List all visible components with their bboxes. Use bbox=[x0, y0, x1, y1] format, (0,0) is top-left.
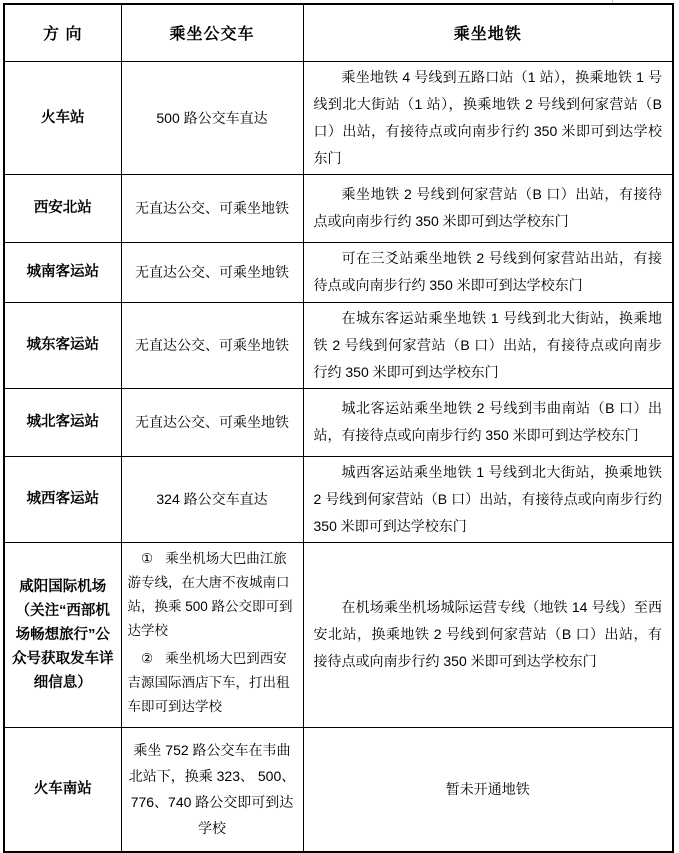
subway-paragraph: 城西客运站乘坐地铁 1 号线到北大街站，换乘地铁 2 号线到何家营站（B 口）出站，有接待点或向南步行约 350 米即可到达学校东门 bbox=[313, 463, 662, 534]
direction-label: 城北客运站 bbox=[4, 388, 121, 456]
subway-info bbox=[303, 456, 673, 542]
direction-label: 火车站 bbox=[4, 61, 121, 174]
bus-option-2 bbox=[128, 647, 297, 719]
table-row-xian-north-station bbox=[4, 174, 673, 242]
subway-info bbox=[303, 388, 673, 456]
circled-two-marker: ② bbox=[141, 650, 154, 666]
header-row bbox=[4, 4, 673, 61]
bus-option-text: 乘坐机场大巴到西安吉源国际酒店下车，打出租车即可到达学校 bbox=[127, 650, 290, 714]
table-row-west-bus-terminal bbox=[4, 456, 673, 542]
direction-label: 西安北站 bbox=[4, 174, 121, 242]
direction-label: 咸阳国际机场（关注“西部机场畅想旅行”公众号获取发车详细信息） bbox=[4, 542, 121, 727]
table-row-train-station bbox=[4, 61, 673, 174]
direction-label: 城西客运站 bbox=[4, 456, 121, 542]
bus-info: 500 路公交车直达 bbox=[121, 61, 303, 174]
subway-paragraph: 城北客运站乘坐地铁 2 号线到韦曲南站（B 口）出站，有接待点或向南步行约 350 米即可到达学校东门 bbox=[313, 400, 662, 443]
subway-paragraph: 在城东客运站乘坐地铁 1 号线到北大街站，换乘地铁 2 号线到何家营站（B 口）出站，有接待点或向南步行约 350 米即可到达学校东门 bbox=[313, 309, 662, 380]
subway-paragraph: 乘坐地铁 2 号线到何家营站（B 口）出站，有接待点或向南步行约 350 米即可到达学校东门 bbox=[313, 186, 662, 229]
subway-info bbox=[303, 242, 673, 302]
bus-info: 无直达公交、可乘坐地铁 bbox=[121, 174, 303, 242]
bus-info: 无直达公交、可乘坐地铁 bbox=[121, 388, 303, 456]
bus-option-1 bbox=[128, 547, 297, 643]
column-header-bus: 乘坐公交车 bbox=[121, 4, 303, 61]
subway-paragraph: 可在三爻站乘坐地铁 2 号线到何家营站出站，有接待点或向南步行约 350 米即可到达学校东门 bbox=[313, 250, 662, 293]
bus-info: 324 路公交车直达 bbox=[121, 456, 303, 542]
direction-label: 城南客运站 bbox=[4, 242, 121, 302]
column-header-subway: 乘坐地铁 bbox=[303, 4, 673, 61]
direction-label: 城东客运站 bbox=[4, 302, 121, 388]
subway-info: 暂未开通地铁 bbox=[303, 727, 673, 852]
subway-info bbox=[303, 174, 673, 242]
subway-paragraph: 在机场乘坐机场城际运营专线（地铁 14 号线）至西安北站，换乘地铁 2 号线到何家营站（B 口）出站，有接待点或向南步行约 350 米即可到达学校东门 bbox=[313, 599, 662, 669]
table-row-south-train-station bbox=[4, 727, 673, 852]
direction-label: 火车南站 bbox=[4, 727, 121, 852]
table-row-south-bus-terminal bbox=[4, 242, 673, 302]
column-header-direction: 方 向 bbox=[4, 4, 121, 61]
subway-info bbox=[303, 302, 673, 388]
table-row-xianyang-airport bbox=[4, 542, 673, 727]
subway-paragraph: 乘坐地铁 4 号线到五路口站（1 站），换乘地铁 1 号线到北大街站（1 站），换乘地铁 2 号线到何家营站（B 口）出站，有接待点或向南步行约 350 米即可到达学校东门 bbox=[313, 68, 662, 166]
subway-info bbox=[303, 542, 673, 727]
circled-one-marker: ① bbox=[141, 550, 154, 566]
directions-table bbox=[3, 3, 674, 853]
bus-info: 无直达公交、可乘坐地铁 bbox=[121, 302, 303, 388]
subway-info bbox=[303, 61, 673, 174]
table-row-east-bus-terminal bbox=[4, 302, 673, 388]
bus-info: 乘坐 752 路公交车在韦曲北站下，换乘 323、 500、776、740 路公交即可到达学校 bbox=[121, 727, 303, 852]
bus-info: 无直达公交、可乘坐地铁 bbox=[121, 242, 303, 302]
table-row-north-bus-terminal bbox=[4, 388, 673, 456]
bus-info bbox=[121, 542, 303, 727]
bus-option-text: 乘坐机场大巴曲江旅游专线，在大唐不夜城南口站，换乘 500 路公交即可到达学校 bbox=[127, 550, 293, 638]
